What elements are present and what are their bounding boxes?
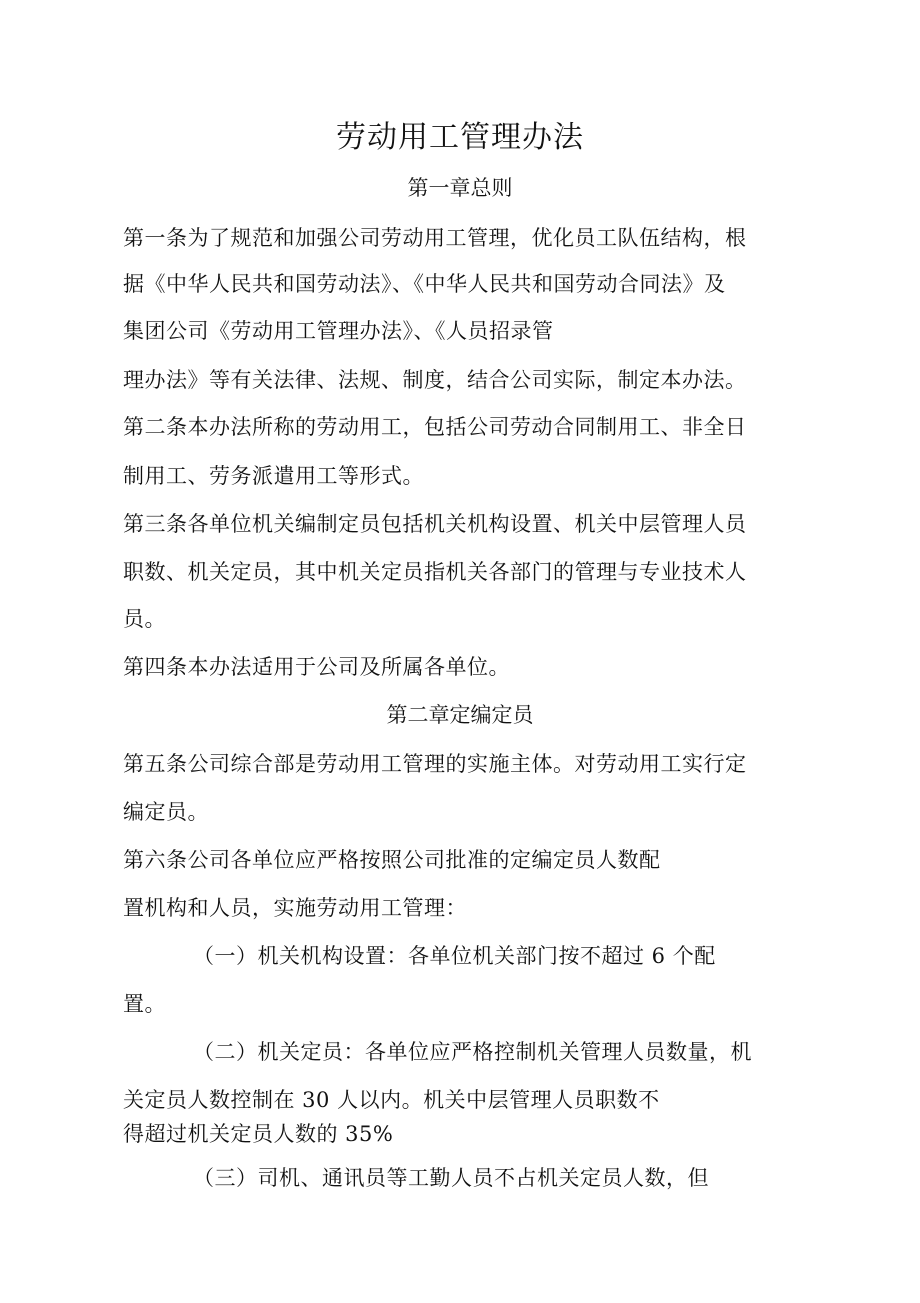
paragraph-line: （二）机关定员：各单位应严格控制机关管理人员数量，机 [193,1040,752,1064]
paragraph-line: （三）司机、通讯员等工勤人员不占机关定员人数，但 [193,1166,709,1190]
paragraph-line: 员。 [123,607,166,631]
paragraph-line: 理办法》等有关法律、法规、制度，结合公司实际，制定本办法。 [123,368,747,392]
document-title: 劳动用工管理办法 [336,120,584,155]
paragraph-line: 第三条各单位机关编制定员包括机关机构设置、机关中层管理人员 [123,512,747,536]
paragraph-line: 职数、机关定员，其中机关定员指机关各部门的管理与专业技术人 [123,560,747,584]
paragraph-line: 第六条公司各单位应严格按照公司批准的定编定员人数配 [123,848,661,872]
chapter-heading-2: 第二章定编定员 [386,703,534,727]
paragraph-line: 置机构和人员，实施劳动用工管理： [123,896,467,920]
paragraph-line: 据《中华人民共和国劳动法》、《中华人民共和国劳动合同法》及 [123,272,726,296]
paragraph-line: 第二条本办法所称的劳动用工，包括公司劳动合同制用工、非全日 [123,415,747,439]
chapter-heading-1: 第一章总则 [407,176,513,200]
paragraph-line: 得超过机关定员人数的 35% [123,1122,394,1146]
paragraph-line: 第五条公司综合部是劳动用工管理的实施主体。对劳动用工实行定 [123,752,747,776]
paragraph-line: 编定员。 [123,800,209,824]
paragraph-line: 第四条本办法适用于公司及所属各单位。 [123,655,510,679]
paragraph-line: 关定员人数控制在 30 人以内。机关中层管理人员职数不 [123,1088,660,1112]
paragraph-line: 制用工、劳务派遣用工等形式。 [123,464,424,488]
paragraph-line: 集团公司《劳动用工管理办法》、《人员招录管 [123,319,554,343]
paragraph-line: 置。 [123,992,166,1016]
paragraph-line: （一）机关机构设置：各单位机关部门按不超过 6 个配 [193,944,716,968]
paragraph-line: 第一条为了规范和加强公司劳动用工管理，优化员工队伍结构，根 [123,226,747,250]
